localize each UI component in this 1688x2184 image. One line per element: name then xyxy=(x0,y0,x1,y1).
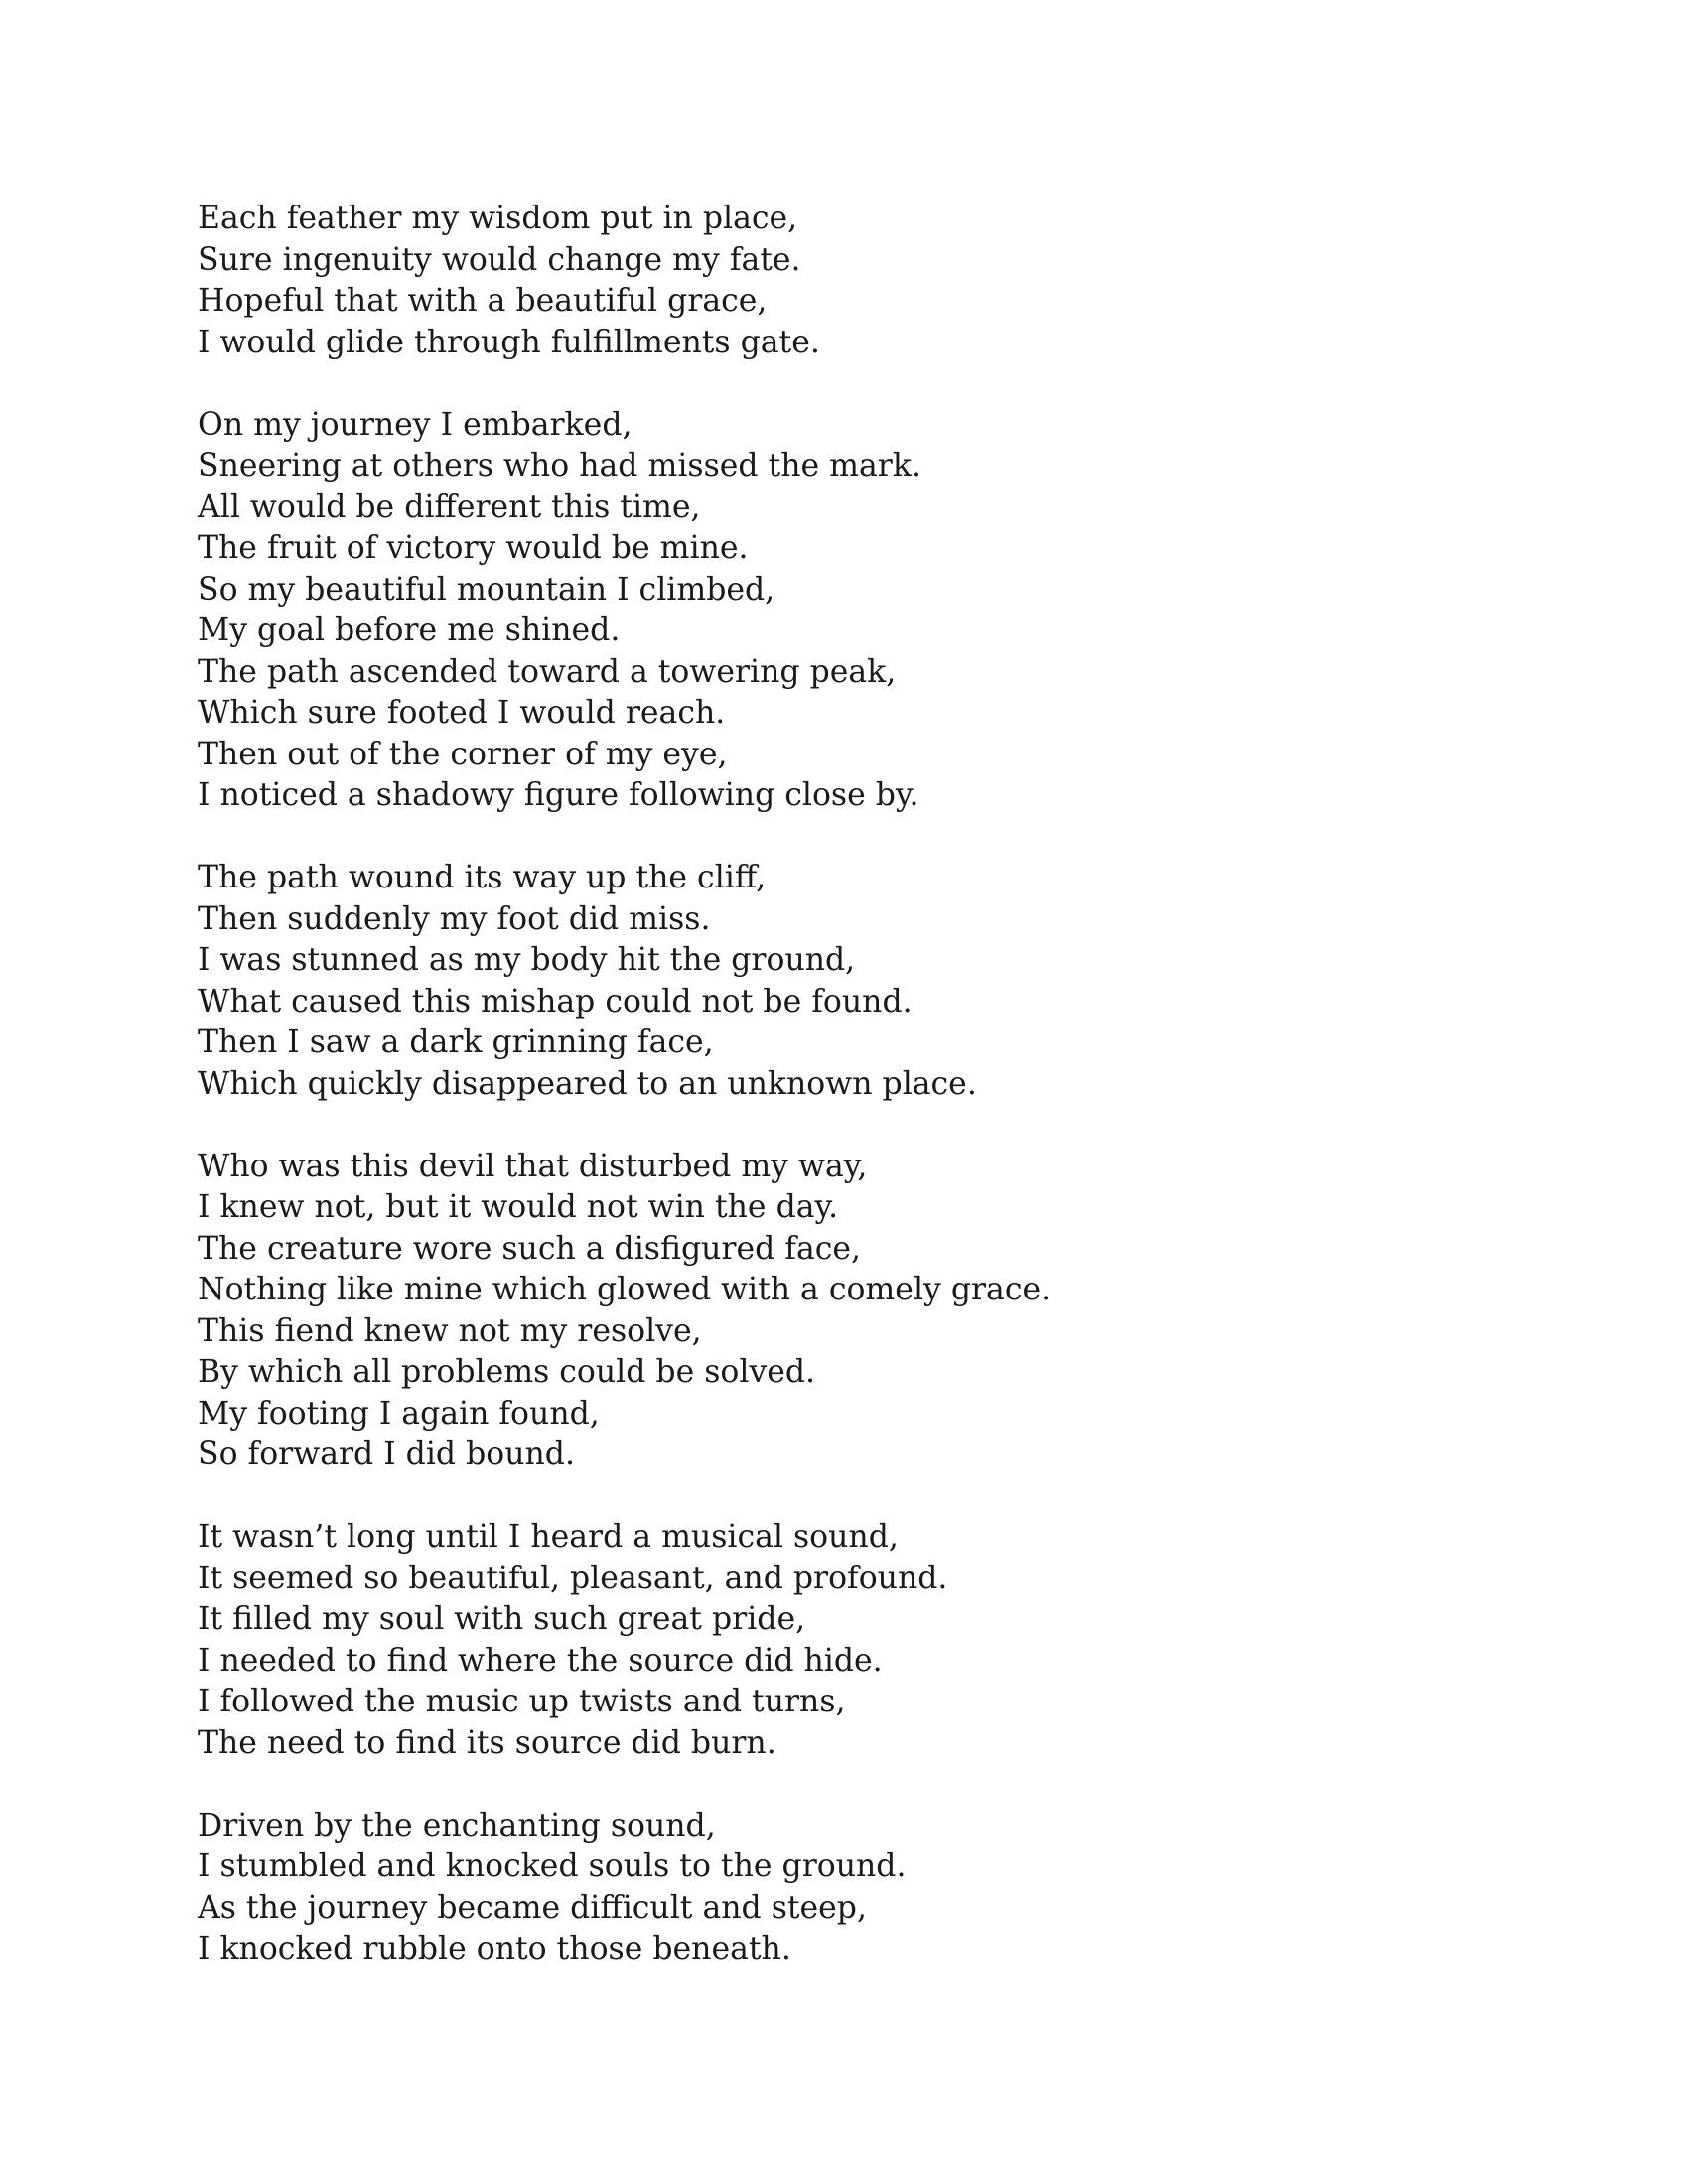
poem-line: Sure ingenuity would change my fate. xyxy=(198,241,801,278)
stanza-1 xyxy=(198,199,1488,363)
poem-line: It seemed so beautiful, pleasant, and profound. xyxy=(198,1560,948,1596)
poem-line: I would glide through fulfillments gate. xyxy=(198,324,820,360)
poem-line: The need to find its source did burn. xyxy=(198,1724,776,1761)
poem-line: Then out of the corner of my eye, xyxy=(198,736,728,772)
poem-line: I followed the music up twists and turns, xyxy=(198,1684,846,1719)
poem-line: I was stunned as my body hit the ground, xyxy=(198,942,856,978)
poem-line: Which sure footed I would reach. xyxy=(198,695,726,731)
poem-line: All would be different this time, xyxy=(198,488,701,525)
poem-line: On my journey I embarked, xyxy=(198,406,633,443)
poem-line: It filled my soul with such great pride, xyxy=(198,1601,806,1637)
poem-line: I needed to find where the source did hide. xyxy=(198,1642,883,1679)
poem-line: My goal before me shined. xyxy=(198,613,621,648)
poem-line: So forward I did bound. xyxy=(198,1436,575,1472)
poem-line: Then I saw a dark grinning face, xyxy=(198,1024,714,1060)
poem-line: What caused this mishap could not be found. xyxy=(198,983,913,1020)
poem-line: I stumbled and knocked souls to the ground. xyxy=(198,1848,907,1884)
poem-line: Which quickly disappeared to an unknown place. xyxy=(198,1065,977,1102)
poem-line: The path ascended toward a towering peak, xyxy=(198,653,897,690)
poem-line: As the journey became difficult and steep, xyxy=(198,1889,867,1926)
poem-body xyxy=(198,199,1488,2011)
poem-line: My footing I again found, xyxy=(198,1395,600,1432)
stanza-2 xyxy=(198,405,1488,817)
poem-line: Driven by the enchanting sound, xyxy=(198,1807,716,1843)
poem-line: Sneering at others who had missed the mark. xyxy=(198,448,921,483)
poem-line: Each feather my wisdom put in place, xyxy=(198,201,798,236)
poem-line: So my beautiful mountain I climbed, xyxy=(198,571,775,608)
poem-line: The creature wore such a disfigured face, xyxy=(198,1230,862,1267)
poem-line: The path wound its way up the cliff, xyxy=(198,860,767,895)
poem-line: Who was this devil that disturbed my way, xyxy=(198,1148,868,1184)
poem-line: The fruit of victory would be mine. xyxy=(198,530,749,566)
poem-line: Then suddenly my foot did miss. xyxy=(198,900,711,937)
stanza-3 xyxy=(198,858,1488,1105)
stanza-5 xyxy=(198,1517,1488,1764)
stanza-6 xyxy=(198,1806,1488,1971)
poem-line: It wasn’t long until I heard a musical sound, xyxy=(198,1519,899,1555)
poem-line: This fiend knew not my resolve, xyxy=(198,1312,702,1349)
poem-line: I noticed a shadowy figure following close by. xyxy=(198,777,919,813)
poem-line: By which all problems could be solved. xyxy=(198,1354,816,1390)
stanza-4 xyxy=(198,1147,1488,1476)
poem-line: Hopeful that with a beautiful grace, xyxy=(198,283,768,319)
poem-line: Nothing like mine which glowed with a comely grace. xyxy=(198,1272,1052,1307)
poem-line: I knocked rubble onto those beneath. xyxy=(198,1931,791,1967)
poem-line: I knew not, but it would not win the day. xyxy=(198,1189,839,1225)
